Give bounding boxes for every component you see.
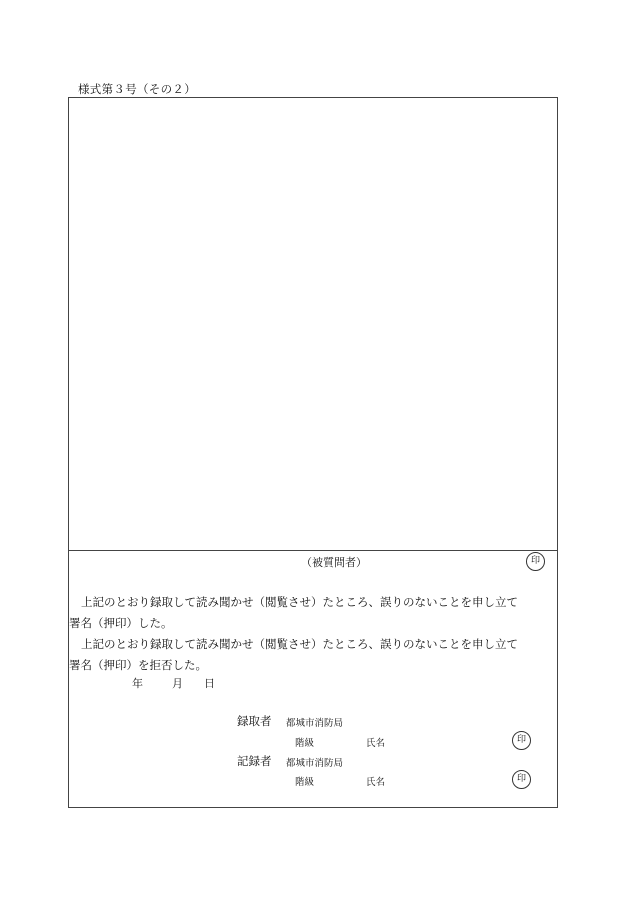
- interviewee-label: （被質問者）: [301, 556, 367, 569]
- form-number-label: 様式第３号（その２）: [78, 82, 196, 96]
- paragraph-line: 署名（押印）を拒否した。: [69, 658, 207, 672]
- date-day-label: 日: [204, 677, 215, 690]
- scribe-rank-label: 階級: [295, 777, 315, 788]
- confirmation-paragraph-signed: [69, 592, 555, 634]
- statement-form-frame: [68, 97, 558, 808]
- confirmation-paragraph-refused: [69, 634, 555, 676]
- date-year-label: 年: [132, 677, 143, 690]
- scribe-role-label: 記録者: [237, 754, 272, 768]
- paragraph-line: 上記のとおり録取して読み聞かせ（閲覧させ）たところ、誤りのないことを申し立て: [81, 595, 518, 609]
- recorder-rank-label: 階級: [295, 738, 315, 749]
- recorder-seal-icon: 印: [512, 731, 531, 750]
- scribe-seal-icon: 印: [512, 770, 531, 789]
- paragraph-line: 署名（押印）した。: [69, 616, 173, 630]
- scribe-name-label: 氏名: [366, 777, 386, 788]
- recorder-role-label: 録取者: [237, 714, 272, 728]
- paragraph-line: 上記のとおり録取して読み聞かせ（閲覧させ）たところ、誤りのないことを申し立て: [81, 637, 518, 651]
- recorder-org-label: 都城市消防局: [286, 718, 344, 729]
- interviewee-seal-icon: 印: [526, 552, 545, 571]
- recorder-name-label: 氏名: [366, 738, 386, 749]
- scribe-org-label: 都城市消防局: [286, 758, 344, 769]
- date-month-label: 月: [172, 677, 183, 690]
- statement-content-area: [69, 98, 557, 551]
